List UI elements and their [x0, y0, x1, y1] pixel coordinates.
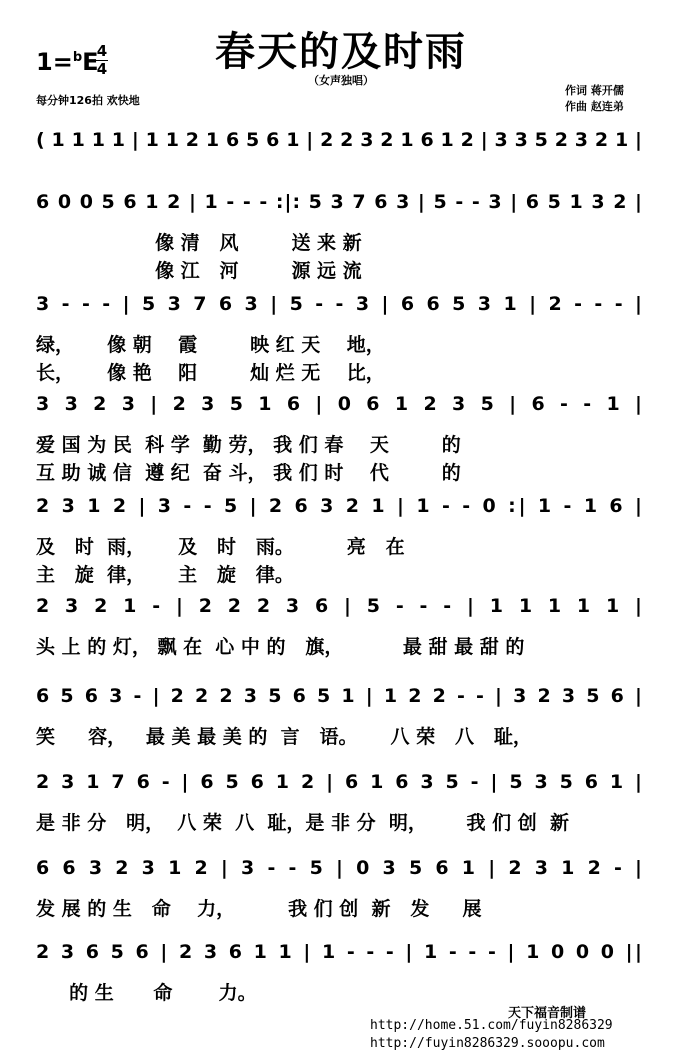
- notation-line-10: [30, 930, 650, 970]
- time-top: 4: [96, 42, 108, 60]
- notation-text: 2 3 2 1 - | 2 2 2 3 6 | 5 - - - | 1 1 1 1 1 |: [36, 595, 642, 617]
- notation-line-3: [30, 282, 650, 322]
- notation-text: 2 3 6 5 6 | 2 3 6 1 1 | 1 - - - | 1 - - - | 1 0 0 0 ||: [36, 941, 642, 963]
- footer-brand: 天下福音制谱: [508, 1006, 587, 1021]
- key-flat: b: [72, 50, 83, 65]
- lyric-line-4-2: 互 助 诚 信 遵 纪 奋 斗， 我 们 时 代 的: [36, 462, 461, 484]
- song-title: 春天的及时雨: [215, 28, 467, 75]
- notation-line-8: [30, 760, 650, 800]
- notation-text: 6 0 0 5 6 1 2 | 1 - - - :|: 5 3 7 6 3 | 5 - - 3 | 6 5 1 3 2 |: [36, 191, 642, 213]
- notation-line-5: [30, 484, 650, 524]
- lyric-line-3-1: 绿， 像 朝 霞 映 红 天 地，: [36, 334, 385, 356]
- time-signature: [96, 44, 108, 77]
- notation-line-9: [30, 846, 650, 886]
- notation-line-2: [30, 180, 650, 220]
- lyric-line-2-1: 像 清 风 送 来 新: [36, 232, 362, 254]
- lyric-line-4-1: 爱 国 为 民 科 学 勤 劳， 我 们 春 天 的: [36, 434, 461, 456]
- lyric-line-9-1: 发 展 的 生 命 力， 我 们 创 新 发 展: [36, 898, 482, 920]
- lyric-line-2-2: 像 江 河 源 远 流: [36, 260, 362, 282]
- notation-line-4: [30, 382, 650, 422]
- lyric-line-3-2: 长， 像 艳 阳 灿 烂 无 比，: [36, 362, 385, 384]
- notation-text: ( 1 1 1 1 | 1 1 2 1 6 5 6 1 | 2 2 3 2 1 6 1 2 | 3 3 5 2 3 2 1 |: [36, 129, 642, 151]
- time-bottom: 4: [96, 60, 108, 78]
- lyric-line-8-1: 是 非 分 明， 八 荣 八 耻，是 非 分 明， 我 们 创 新: [36, 812, 569, 834]
- composer-credit: 作曲 赵连弟: [565, 100, 624, 113]
- notation-text: 3 3 2 3 | 2 3 5 1 6 | 0 6 1 2 3 5 | 6 - - 1 |: [36, 393, 643, 415]
- notation-line-7: [30, 674, 650, 714]
- lyric-line-6-1: 头 上 的 灯， 飘 在 心 中 的 旗， 最 甜 最 甜 的: [36, 636, 525, 658]
- lyric-line-5-1: 及 时 雨， 及 时 雨。 亮 在: [36, 536, 405, 558]
- footer-url-1: http://home.51.com/fuyin8286329: [370, 1018, 613, 1033]
- notation-text: 2 3 1 7 6 - | 6 5 6 1 2 | 6 1 6 3 5 - | 5 3 5 6 1 |: [36, 771, 642, 793]
- lyric-line-7-1: 笑 容， 最 美 最 美 的 言 语。 八 荣 八 耻，: [36, 726, 532, 748]
- song-subtitle: （女声独唱）: [308, 74, 374, 87]
- notation-text: 3 - - - | 5 3 7 6 3 | 5 - - 3 | 6 6 5 3 1 | 2 - - - |: [36, 293, 643, 315]
- notation-text: 2 3 1 2 | 3 - - 5 | 2 6 3 2 1 | 1 - - 0 :| 1 - 1 6 |: [36, 495, 642, 517]
- key-note: E: [82, 48, 99, 76]
- key-signature: [36, 48, 99, 76]
- lyricist-credit: 作词 蒋开儒: [565, 84, 624, 97]
- notation-text: 6 5 6 3 - | 2 2 2 3 5 6 5 1 | 1 2 2 - - | 3 2 3 5 6 |: [36, 685, 642, 707]
- key-prefix: 1=: [36, 48, 73, 76]
- notation-text: 6 6 3 2 3 1 2 | 3 - - 5 | 0 3 5 6 1 | 2 3 1 2 - |: [36, 857, 642, 879]
- tempo-marking: 每分钟126拍 欢快地: [36, 94, 140, 107]
- lyric-line-10-1: 的 生 命 力。: [36, 982, 257, 1004]
- footer-url-2: http://fuyin8286329.sooopu.com: [370, 1036, 605, 1051]
- notation-line-1: [30, 118, 650, 158]
- lyric-line-5-2: 主 旋 律， 主 旋 律。: [36, 564, 294, 586]
- notation-line-6: [30, 584, 650, 624]
